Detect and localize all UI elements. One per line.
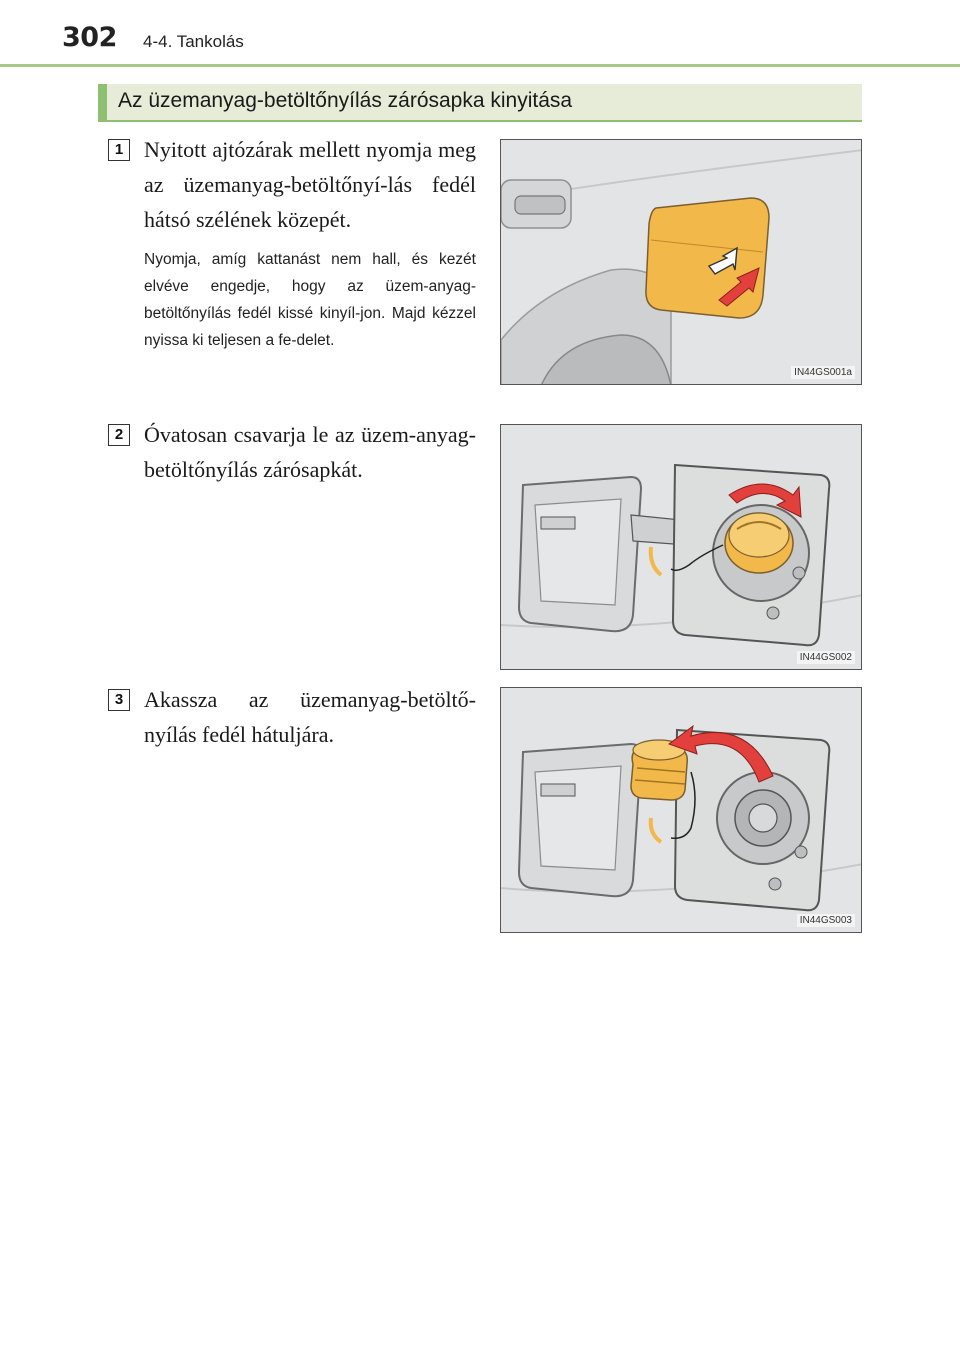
section-accent [98, 84, 107, 120]
header-rule [0, 64, 960, 67]
step-number-1: 1 [108, 139, 130, 161]
fuel-door-press-illustration [501, 140, 862, 385]
page-number: 302 [62, 22, 117, 53]
step-text-2: Óvatosan csavarja le az üzem-anyag-betöltőnyílás zárósapkát. [144, 422, 476, 482]
figure-cap-hook [500, 687, 862, 933]
figure-fuel-door-press [500, 139, 862, 385]
section-title: Az üzemanyag-betöltőnyílás zárósapka kinyitása [118, 89, 573, 112]
step-number-2: 2 [108, 424, 130, 446]
step-text-1: Nyitott ajtózárak mellett nyomja meg az üzemanyag-betöltőnyí-lás fedél hátsó szélének közepét. [144, 137, 476, 232]
step-note-1: Nyomja, amíg kattanást nem hall, és kezét elvéve engedje, hogy az üzem-anyag-betöltőnyílás fedél kissé kinyíl-jon. Majd kézzel nyissa ki teljesen a fe-delet. [144, 251, 476, 349]
section-header [98, 84, 862, 122]
chapter-title: 4-4. Tankolás [143, 32, 244, 51]
step-text-3: Akassza az üzemanyag-betöltő-nyílás fedél hátuljára. [144, 687, 476, 747]
step-number-3: 3 [108, 689, 130, 711]
figure-cap-unscrew [500, 424, 862, 670]
cap-unscrew-illustration [501, 425, 862, 670]
figure-code-2: IN44GS002 [797, 651, 855, 664]
figure-code-1: IN44GS001a [791, 366, 855, 379]
figure-code-3: IN44GS003 [797, 914, 855, 927]
cap-hook-illustration [501, 688, 862, 933]
